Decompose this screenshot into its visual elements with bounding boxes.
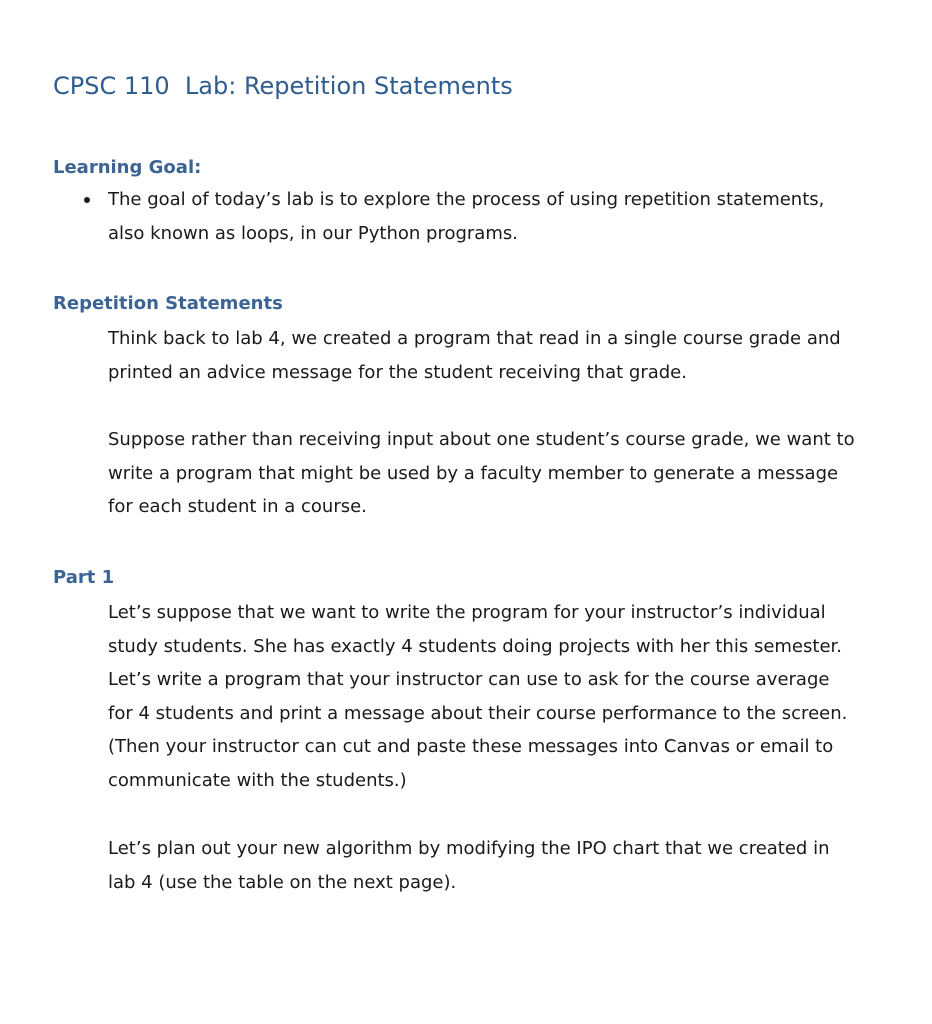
paragraph-line: lab 4 (use the table on the next page).	[108, 871, 457, 893]
part-1-heading: Part 1	[53, 567, 115, 588]
paragraph-line: Suppose rather than receiving input about one student’s course grade, we want to	[108, 429, 855, 450]
paragraph-line: communicate with the students.)	[108, 769, 407, 791]
learning-goal-heading: Learning Goal:	[53, 157, 202, 178]
repetition-paragraph-1	[108, 322, 908, 389]
paragraph-line: for each student in a course.	[108, 496, 367, 518]
paragraph-line: (Then your instructor can cut and paste these messages into Canvas or email to	[108, 736, 834, 758]
repetition-statements-heading: Repetition Statements	[53, 293, 283, 314]
paragraph-line: printed an advice message for the student receiving that grade.	[108, 361, 687, 383]
paragraph-line: Let’s suppose that we want to write the program for your instructor’s individual	[108, 602, 826, 623]
list-item	[53, 183, 913, 250]
paragraph-line: Think back to lab 4, we created a program that read in a single course grade and	[108, 328, 841, 349]
part-1-paragraph-2	[108, 832, 908, 899]
repetition-paragraph-2	[108, 423, 908, 524]
paragraph-line: study students. She has exactly 4 students doing projects with her this semester.	[108, 635, 842, 657]
bullet-line: also known as loops, in our Python programs.	[108, 222, 518, 244]
paragraph-line: Let’s write a program that your instructor can use to ask for the course average	[108, 669, 830, 691]
learning-goal-list	[53, 183, 913, 250]
page-title: CPSC 110 Lab: Repetition Statements	[53, 72, 513, 100]
paragraph-line: write a program that might be used by a faculty member to generate a message	[108, 462, 839, 484]
bullet-line: The goal of today’s lab is to explore the process of using repetition statements,	[108, 189, 825, 210]
bullet-icon	[84, 197, 90, 203]
paragraph-line: for 4 students and print a message about their course performance to the screen.	[108, 702, 848, 724]
part-1-paragraph-1	[108, 596, 908, 798]
paragraph-line: Let’s plan out your new algorithm by modifying the IPO chart that we created in	[108, 838, 830, 859]
